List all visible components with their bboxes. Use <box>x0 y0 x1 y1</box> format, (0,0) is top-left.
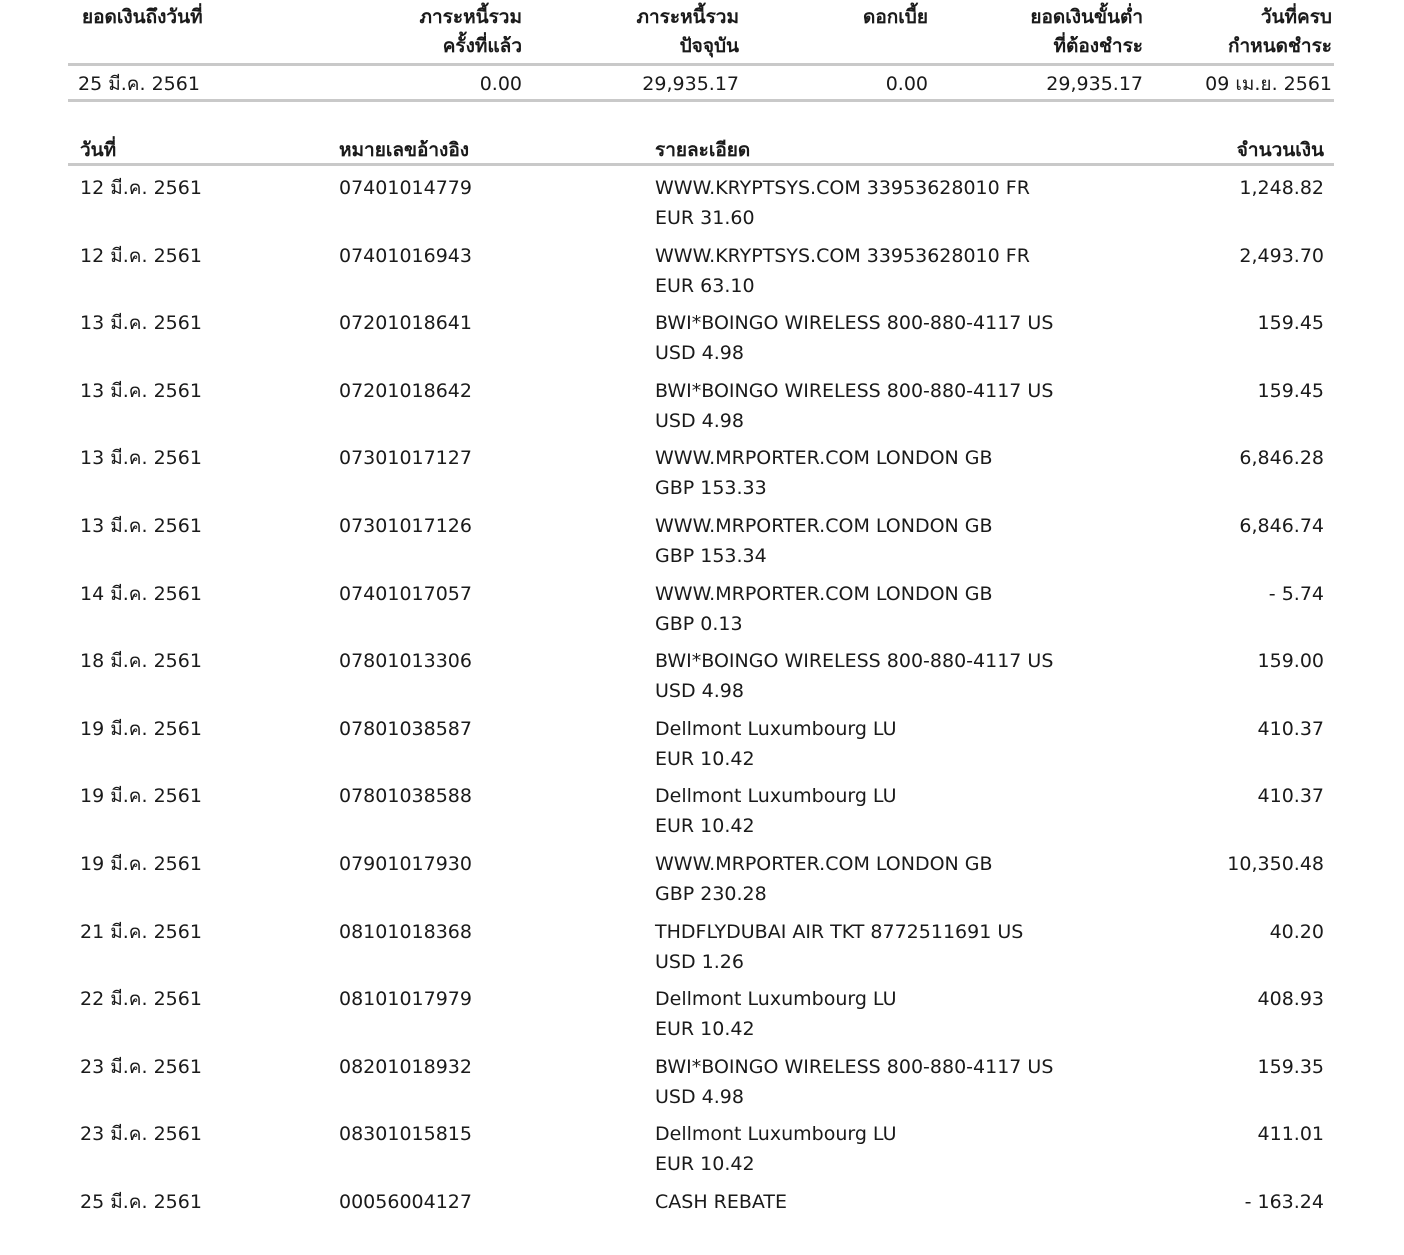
transaction-date: 23 มี.ค. 2561 <box>80 1056 202 1078</box>
transaction-amount: 6,846.28 <box>1239 447 1324 469</box>
summary-header-2-line2: ครั้งที่แล้ว <box>442 35 522 57</box>
transaction-date: 19 มี.ค. 2561 <box>80 853 202 875</box>
transaction-reference: 07201018641 <box>339 312 472 334</box>
transaction-date: 25 มี.ค. 2561 <box>80 1191 202 1213</box>
transaction-reference: 08101018368 <box>339 921 472 943</box>
transaction-detail: WWW.MRPORTER.COM LONDON GB <box>655 583 993 605</box>
transaction-foreign-amount: EUR 10.42 <box>655 748 755 770</box>
transaction-detail: BWI*BOINGO WIRELESS 800-880-4117 US <box>655 312 1054 334</box>
transactions-header-date: วันที่ <box>80 139 117 161</box>
table-row <box>0 850 1404 917</box>
transaction-reference: 08101017979 <box>339 988 472 1010</box>
table-row <box>0 512 1404 579</box>
transaction-amount: 10,350.48 <box>1227 853 1324 875</box>
transaction-amount: 159.45 <box>1257 380 1324 402</box>
transaction-amount: 6,846.74 <box>1239 515 1324 537</box>
transaction-amount: 410.37 <box>1257 785 1324 807</box>
summary-header-6-line1: วันที่ครบ <box>1260 6 1332 28</box>
transaction-amount: - 163.24 <box>1244 1191 1324 1213</box>
table-row <box>0 715 1404 782</box>
transaction-foreign-amount: USD 1.26 <box>655 951 744 973</box>
transaction-foreign-amount: EUR 10.42 <box>655 1153 755 1175</box>
table-row <box>0 580 1404 647</box>
table-row <box>0 1120 1404 1187</box>
transaction-amount: 410.37 <box>1257 718 1324 740</box>
transaction-amount: 159.45 <box>1257 312 1324 334</box>
summary-header-3-line1: ภาระหนี้รวม <box>636 6 739 28</box>
transaction-detail: CASH REBATE <box>655 1191 788 1213</box>
summary-bottom-divider <box>68 99 1334 102</box>
transaction-reference: 08201018932 <box>339 1056 472 1078</box>
transaction-date: 13 มี.ค. 2561 <box>80 447 202 469</box>
transaction-foreign-amount: GBP 230.28 <box>655 883 767 905</box>
table-row <box>0 1188 1404 1255</box>
transaction-foreign-amount: USD 4.98 <box>655 1086 744 1108</box>
transaction-reference: 07901017930 <box>339 853 472 875</box>
transaction-foreign-amount: USD 4.98 <box>655 680 744 702</box>
transactions-header-detail: รายละเอียด <box>655 139 751 161</box>
table-row <box>0 377 1404 444</box>
transaction-date: 12 มี.ค. 2561 <box>80 177 202 199</box>
transaction-detail: WWW.MRPORTER.COM LONDON GB <box>655 515 993 537</box>
transaction-detail: Dellmont Luxumbourg LU <box>655 988 897 1010</box>
transaction-detail: Dellmont Luxumbourg LU <box>655 718 897 740</box>
transaction-reference: 07301017127 <box>339 447 472 469</box>
transaction-amount: 159.00 <box>1257 650 1324 672</box>
summary-header-3-line2: ปัจจุบัน <box>679 35 739 57</box>
summary-minimum-payment: 29,935.17 <box>1046 73 1143 95</box>
transaction-reference: 00056004127 <box>339 1191 472 1213</box>
transaction-date: 19 มี.ค. 2561 <box>80 785 202 807</box>
transaction-reference: 07301017126 <box>339 515 472 537</box>
transaction-foreign-amount: EUR 10.42 <box>655 1018 755 1040</box>
summary-header-6-line2: กำหนดชำระ <box>1228 35 1332 57</box>
table-row <box>0 782 1404 849</box>
transactions-header-amount: จำนวนเงิน <box>1236 139 1324 161</box>
transaction-detail: BWI*BOINGO WIRELESS 800-880-4117 US <box>655 1056 1054 1078</box>
transaction-date: 21 มี.ค. 2561 <box>80 921 202 943</box>
transaction-date: 13 มี.ค. 2561 <box>80 380 202 402</box>
transaction-date: 19 มี.ค. 2561 <box>80 718 202 740</box>
table-row <box>0 242 1404 309</box>
transactions-header-reference: หมายเลขอ้างอิง <box>339 139 470 161</box>
transaction-amount: 40.20 <box>1269 921 1324 943</box>
summary-header-divider <box>68 63 1334 66</box>
transaction-detail: WWW.KRYPTSYS.COM 33953628010 FR <box>655 245 1030 267</box>
transaction-date: 22 มี.ค. 2561 <box>80 988 202 1010</box>
transaction-amount: 1,248.82 <box>1239 177 1324 199</box>
summary-as-of-date: 25 มี.ค. 2561 <box>78 73 200 95</box>
table-row <box>0 985 1404 1052</box>
transaction-foreign-amount: GBP 153.34 <box>655 545 767 567</box>
table-row <box>0 444 1404 511</box>
summary-current-balance: 29,935.17 <box>642 73 739 95</box>
transaction-foreign-amount: EUR 10.42 <box>655 815 755 837</box>
transaction-detail: THDFLYDUBAI AIR TKT 8772511691 US <box>655 921 1024 943</box>
transaction-detail: BWI*BOINGO WIRELESS 800-880-4117 US <box>655 650 1054 672</box>
transaction-detail: Dellmont Luxumbourg LU <box>655 1123 897 1145</box>
transaction-date: 13 มี.ค. 2561 <box>80 312 202 334</box>
transaction-amount: 2,493.70 <box>1239 245 1324 267</box>
transaction-detail: Dellmont Luxumbourg LU <box>655 785 897 807</box>
table-row <box>0 1053 1404 1120</box>
summary-header-2-line1: ภาระหนี้รวม <box>419 6 522 28</box>
transaction-amount: 411.01 <box>1257 1123 1324 1145</box>
summary-header-5-line1: ยอดเงินขั้นต่ำ <box>1030 6 1143 28</box>
transaction-detail: WWW.KRYPTSYS.COM 33953628010 FR <box>655 177 1030 199</box>
transaction-date: 12 มี.ค. 2561 <box>80 245 202 267</box>
transaction-foreign-amount: GBP 0.13 <box>655 613 743 635</box>
table-row <box>0 174 1404 241</box>
transaction-foreign-amount: EUR 31.60 <box>655 207 755 229</box>
table-row <box>0 918 1404 985</box>
transaction-date: 14 มี.ค. 2561 <box>80 583 202 605</box>
summary-previous-balance: 0.00 <box>479 73 522 95</box>
transaction-amount: 408.93 <box>1257 988 1324 1010</box>
transactions-header-divider <box>68 163 1334 166</box>
transaction-reference: 08301015815 <box>339 1123 472 1145</box>
transaction-detail: BWI*BOINGO WIRELESS 800-880-4117 US <box>655 380 1054 402</box>
transaction-date: 23 มี.ค. 2561 <box>80 1123 202 1145</box>
table-row <box>0 309 1404 376</box>
transaction-reference: 07801013306 <box>339 650 472 672</box>
summary-header-4-line1: ดอกเบี้ย <box>863 6 928 28</box>
table-row <box>0 647 1404 714</box>
summary-header-1-line1: ยอดเงินถึงวันที่ <box>82 6 203 28</box>
transaction-amount: 159.35 <box>1257 1056 1324 1078</box>
transaction-date: 18 มี.ค. 2561 <box>80 650 202 672</box>
transaction-foreign-amount: USD 4.98 <box>655 342 744 364</box>
transaction-amount: - 5.74 <box>1268 583 1324 605</box>
summary-due-date: 09 เม.ย. 2561 <box>1205 73 1332 95</box>
summary-interest: 0.00 <box>885 73 928 95</box>
transaction-reference: 07401017057 <box>339 583 472 605</box>
transaction-foreign-amount: GBP 153.33 <box>655 477 767 499</box>
transaction-reference: 07801038587 <box>339 718 472 740</box>
transaction-detail: WWW.MRPORTER.COM LONDON GB <box>655 447 993 469</box>
transaction-reference: 07401016943 <box>339 245 472 267</box>
transaction-foreign-amount: EUR 63.10 <box>655 275 755 297</box>
summary-header <box>0 0 1404 62</box>
summary-header-5-line2: ที่ต้องชำระ <box>1053 35 1143 57</box>
transaction-reference: 07201018642 <box>339 380 472 402</box>
transaction-date: 13 มี.ค. 2561 <box>80 515 202 537</box>
transaction-reference: 07801038588 <box>339 785 472 807</box>
transaction-foreign-amount: USD 4.98 <box>655 410 744 432</box>
transaction-detail: WWW.MRPORTER.COM LONDON GB <box>655 853 993 875</box>
transaction-reference: 07401014779 <box>339 177 472 199</box>
